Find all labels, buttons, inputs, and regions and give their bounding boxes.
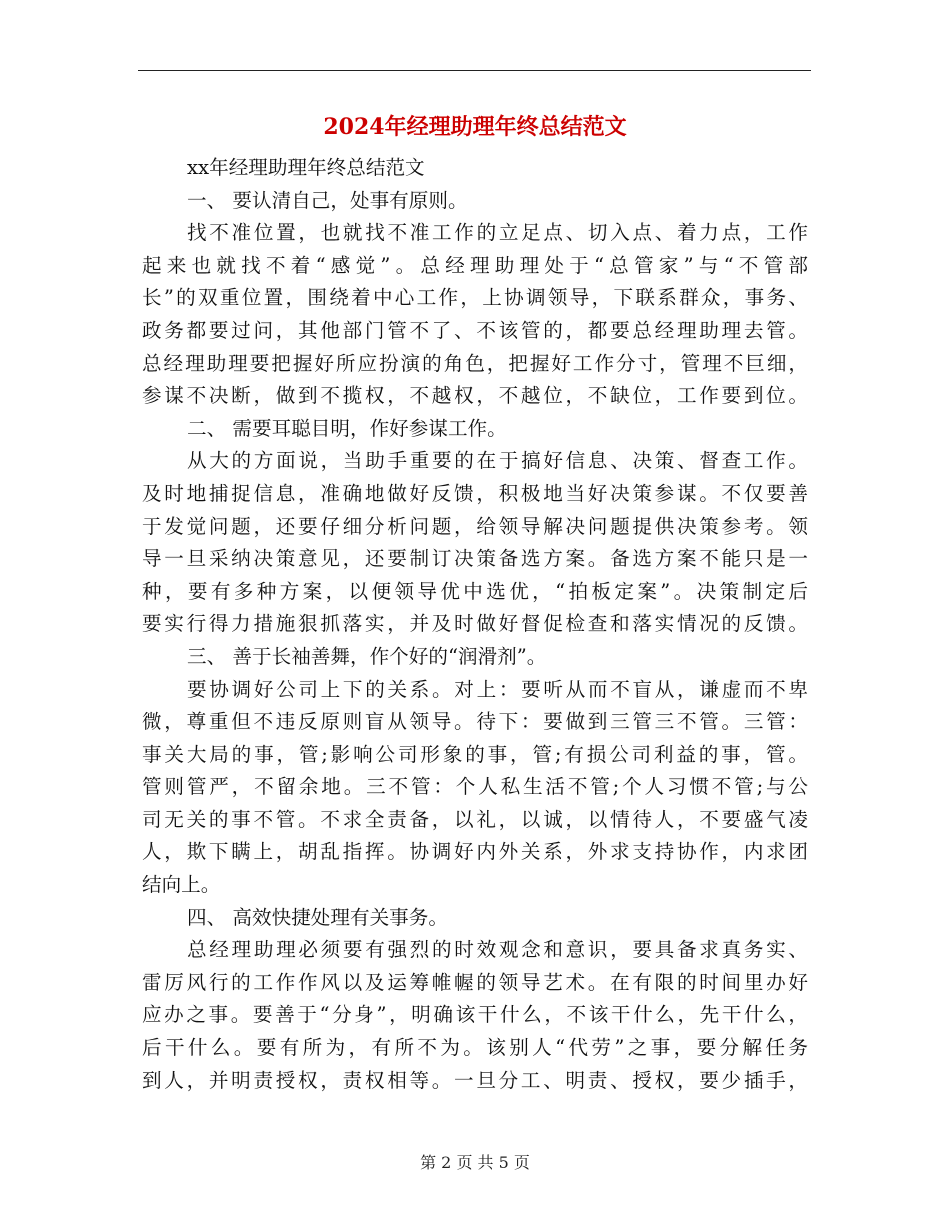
body-line: 总经理助理要把握好所应扮演的角色，把握好工作分寸，管理不巨细，: [142, 351, 808, 375]
body-line: 导一旦采纳决策意见，还要制订决策备选方案。备选方案不能只是一: [142, 547, 808, 571]
document-title: 2024年经理助理年终总结范文: [323, 114, 627, 140]
body-line: 四、 高效快捷处理有关事务。: [187, 905, 448, 929]
body-line: 管则管严，不留余地。三不管：个人私生活不管;个人习惯不管;与公: [142, 775, 808, 799]
body-line: 总经理助理必须要有强烈的时效观念和意识，要具备求真务实、: [187, 938, 808, 962]
body-line: 人，欺下瞒上，胡乱指挥。协调好内外关系，外求支持协作，内求团: [142, 840, 808, 864]
body-line: 长”的双重位置，围绕着中心工作，上协调领导，下联系群众，事务、: [142, 286, 808, 310]
body-line: 应办之事。要善于“分身”，明确该干什么，不该干什么，先干什么，: [142, 1003, 808, 1027]
body-line: 找不准位置，也就找不准工作的立足点、切入点、着力点，工作: [187, 221, 808, 245]
body-line: 后干什么。要有所为，有所不为。该别人“代劳”之事，要分解任务: [142, 1036, 808, 1060]
body-line: 二、 需要耳聪目明，作好参谋工作。: [187, 416, 507, 440]
body-line: 事关大局的事，管;影响公司形象的事，管;有损公司利益的事，管。: [142, 742, 808, 766]
header-rule: [138, 70, 811, 71]
body-line: 到人，并明责授权，责权相等。一旦分工、明责、授权，要少插手，: [142, 1068, 808, 1092]
body-line: 结向上。: [142, 873, 221, 897]
body-line: 雷厉风行的工作作风以及运筹帷幄的领导艺术。在有限的时间里办好: [142, 970, 808, 994]
body-line: 司无关的事不管。不求全责备，以礼，以诚，以情待人，不要盛气凌: [142, 807, 808, 831]
body-line: 从大的方面说，当助手重要的在于搞好信息、决策、督查工作。: [187, 449, 808, 473]
body-line: 一、 要认清自己，处事有原则。: [187, 188, 468, 212]
body-line: 参谋不决断，做到不揽权，不越权，不越位，不缺位，工作要到位。: [142, 384, 808, 408]
body-line: 起来也就找不着“感觉”。总经理助理处于“总管家”与“不管部: [142, 253, 808, 277]
body-line: 三、 善于长袖善舞，作个好的“润滑剂”。: [187, 644, 547, 668]
body-line: 及时地捕捉信息，准确地做好反馈，积极地当好决策参谋。不仅要善: [142, 481, 808, 505]
body-line: 政务都要过问，其他部门管不了、不该管的，都要总经理助理去管。: [142, 318, 808, 342]
page-number-footer: 第 2 页 共 5 页: [420, 1153, 530, 1172]
document-body: [142, 152, 808, 1097]
body-line: 微，尊重但不违反原则盲从领导。待下：要做到三管三不管。三管：: [142, 710, 808, 734]
body-line: xx年经理助理年终总结范文: [187, 156, 425, 179]
body-line: 要实行得力措施狠抓落实，并及时做好督促检查和落实情况的反馈。: [142, 612, 808, 636]
body-line: 种，要有多种方案，以便领导优中选优，“拍板定案”。决策制定后: [142, 579, 808, 603]
body-line: 于发觉问题，还要仔细分析问题，给领导解决问题提供决策参考。领: [142, 514, 808, 538]
body-line: 要协调好公司上下的关系。对上：要听从而不盲从，谦虚而不卑: [187, 677, 808, 701]
